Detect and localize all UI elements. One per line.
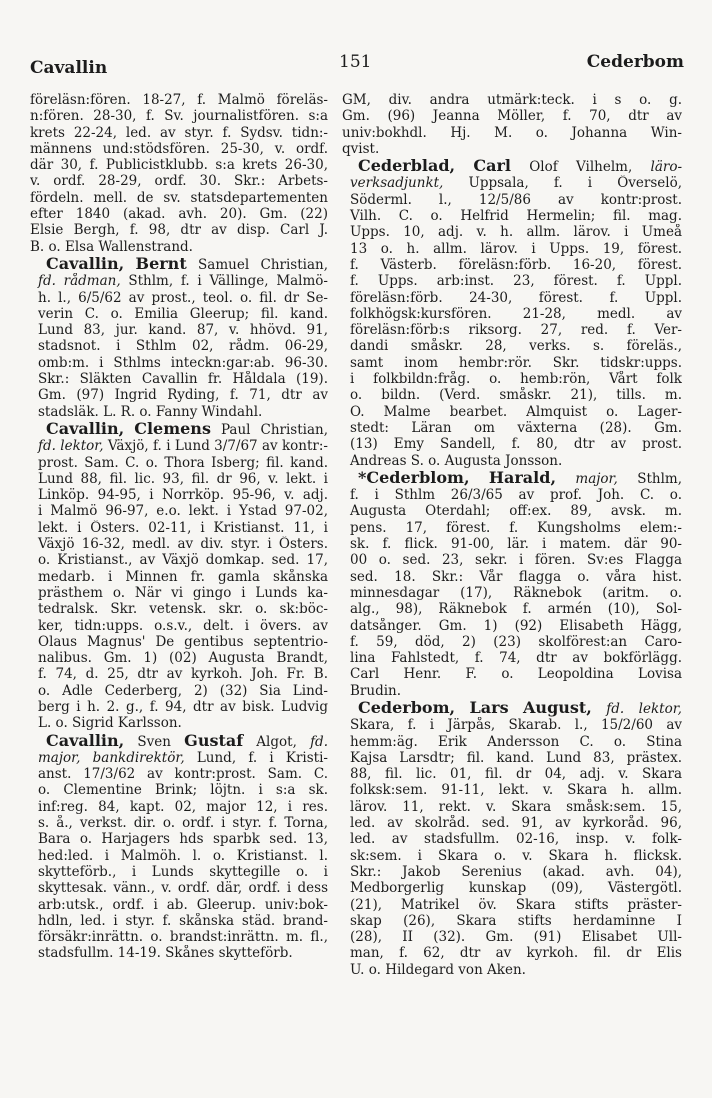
text-line: krets 22-24, led. av styr. f. Sydsv. tidn:-	[30, 124, 328, 141]
text-line: Carl Henr. F. o. Leopoldina Lovisa	[350, 666, 682, 683]
text-line: Skr.: Jakob Serenius (akad. avh. 04),	[350, 863, 682, 880]
entry-cont2	[342, 92, 682, 157]
text-line: prost. Sam. C. o. Thora Isberg; fil. kand.	[38, 454, 328, 471]
text-line: Skara, f. i Järpås, Skarab. l., 15/2/60 av	[350, 717, 682, 734]
text-line: Olaus Magnus' De gentibus septentrio-	[38, 633, 328, 650]
text-line: Cavallin, Sven Gustaf Algot, fd.	[46, 732, 328, 750]
entry-cederblad	[342, 158, 682, 469]
text-line: Lund 88, fil. lic. 93, fil. dr 96, v. lekt. i	[38, 470, 328, 487]
text-line: tedralsk. Skr. vetensk. skr. o. sk:böc-	[38, 601, 328, 618]
text-line: minnesdagar (17), Räknebok (aritm. o.	[350, 584, 682, 601]
text-line: U. o. Hildegard von Aken.	[350, 961, 526, 978]
text-line: i Malmö 96-97, e.o. lekt. i Ystad 97-02,	[38, 503, 328, 520]
text-line: (21), Matrikel öv. Skara stifts präster-	[350, 896, 682, 913]
text-line: (13) Emy Sandell, f. 80, dtr av prost.	[350, 436, 682, 453]
text-line: stadsfullm. 14-19. Skånes skytteförb.	[38, 945, 293, 962]
text-line: föreläsn:förb. 24-30, förest. f. Uppl.	[350, 289, 682, 306]
text-line: samt inom hembr:rör. Skr. tidskr:upps.	[350, 354, 682, 371]
text-line: major, bankdirektör, Lund, f. i Kristi-	[38, 749, 328, 766]
entry-cederbom	[342, 700, 682, 978]
text-line: *Cederblom, Harald, major, Sthlm,	[358, 469, 682, 487]
entry-cederblom	[342, 470, 682, 699]
text-line: lärov. 11, rekt. v. Skara småsk:sem. 15,	[350, 798, 682, 815]
text-line: inf:reg. 84, kapt. 02, major 12, i res.	[38, 798, 328, 815]
text-line: folkhögsk:kursfören. 21-28, medl. av	[350, 305, 682, 322]
running-header	[0, 52, 712, 82]
text-line: Gm. (96) Jeanna Möller, f. 70, dtr av	[342, 108, 682, 125]
text-line: qvist.	[342, 140, 380, 157]
text-line: sk:sem. i Skara o. v. Skara h. flicksk.	[350, 847, 682, 864]
text-line: lekt. i Östers. 02-11, i Kristianst. 11, i	[38, 519, 328, 536]
text-line: o. Kristianst., av Växjö domkap. sed. 17,	[38, 552, 328, 569]
text-line: stadsläk. L. R. o. Fanny Windahl.	[38, 403, 263, 420]
text-line: dandi småskr. 28, verks. s. föreläs.,	[350, 338, 682, 355]
text-line: univ:bokhdl. Hj. M. o. Johanna Win-	[342, 124, 682, 141]
text-line: f. Västerb. föreläsn:förb. 16-20, förest.	[350, 256, 682, 273]
text-line: männens und:stödsfören. 25-30, v. ordf.	[30, 140, 328, 157]
entry-gustaf	[30, 733, 328, 962]
text-line: Gm. (97) Ingrid Ryding, f. 71, dtr av	[38, 387, 328, 404]
text-line: fd. lektor, Växjö, f. i Lund 3/7/67 av kontr:-	[38, 438, 328, 455]
text-line: Upps. 10, adj. v. h. allm. lärov. i Umeå	[350, 224, 682, 241]
text-line: folksk:sem. 91-11, lekt. v. Skara h. allm.	[350, 782, 682, 799]
text-line: föreläsn:fören. 18-27, f. Malmö föreläs-	[30, 92, 328, 108]
entry-clemens	[30, 421, 328, 732]
header-right-word: Cederbom	[586, 52, 684, 72]
text-line: arb:utsk., ordf. i ab. Gleerup. univ:bok-	[38, 896, 328, 913]
text-line: Växjö 16-32, medl. av div. styr. i Östers.	[38, 536, 328, 553]
text-line: Lund 83, jur. kand. 87, v. hhövd. 91,	[38, 322, 328, 339]
header-left-word: Cavallin	[30, 58, 108, 78]
text-line: verin C. o. Emilia Gleerup; fil. kand.	[38, 305, 328, 322]
text-line: omb:m. i Sthlms inteckn:gar:ab. 96-30.	[38, 354, 328, 371]
text-line: Cavallin, Clemens Paul Christian,	[46, 420, 328, 438]
text-line: sk. f. flick. 91-00, lär. i matem. där 90-	[350, 536, 682, 553]
text-line: i folkbildn:fråg. o. hemb:rön, Vårt folk	[350, 371, 682, 388]
text-line: GM, div. andra utmärk:teck. i s o. g.	[342, 92, 682, 108]
text-line: f. 59, död, 2) (23) skolförest:an Caro-	[350, 633, 682, 650]
text-line: led. av stadsfullm. 02-16, insp. v. folk-	[350, 831, 682, 848]
text-line: hed:led. i Malmöh. l. o. Kristianst. l.	[38, 847, 328, 864]
page-number: 151	[339, 52, 372, 72]
text-line: fd. rådman, Sthlm, f. i Vällinge, Malmö-	[38, 273, 328, 290]
text-line: Augusta Oterdahl; off:ex. 89, avsk. m.	[350, 503, 682, 520]
text-line: o. bildn. (Verd. småskr. 21), tills. m.	[350, 387, 682, 404]
text-line: berg i h. 2. g., f. 94, dtr av bisk. Ludvig	[38, 698, 328, 715]
text-line: verksadjunkt, Uppsala, f. i Överselö,	[350, 175, 682, 192]
text-line: alg., 98), Räknebok f. armén (10), Sol-	[350, 601, 682, 618]
text-line: Brudin.	[350, 682, 402, 699]
text-line: pens. 17, förest. f. Kungsholms elem:-	[350, 519, 682, 536]
text-line: O. Malme bearbet. Almquist o. Lager-	[350, 403, 682, 420]
text-line: skyttesak. vänn., v. ordf. där, ordf. i dess	[38, 880, 328, 897]
entry-bernt	[30, 256, 328, 420]
text-line: Skr.: Släkten Cavallin fr. Håldala (19).	[38, 371, 328, 388]
text-line: Cavallin, Bernt Samuel Christian,	[46, 255, 328, 273]
text-line: Andreas S. o. Augusta Jonsson.	[350, 452, 563, 469]
left-column	[30, 92, 328, 963]
text-line: 88, fil. lic. 01, fil. dr 04, adj. v. Skara	[350, 766, 682, 783]
text-line: medarb. i Minnen fr. gamla skånska	[38, 568, 328, 585]
text-line: Cederbom, Lars August, fd. lektor,	[358, 699, 682, 717]
text-line: n:fören. 28-30, f. Sv. journalistfören. s:a	[30, 108, 328, 125]
text-line: ker, tidn:upps. o.s.v., delt. i övers. av	[38, 617, 328, 634]
right-column	[342, 92, 682, 979]
text-line: h. l., 6/5/62 av prost., teol. o. fil. dr Se-	[38, 289, 328, 306]
text-line: datsånger. Gm. 1) (92) Elisabeth Hägg,	[350, 617, 682, 634]
text-line: försäkr:inrättn. o. brandst:inrättn. m. fl.,	[38, 929, 328, 946]
text-line: L. o. Sigrid Karlsson.	[38, 715, 182, 732]
text-line: Linköp. 94-95, i Norrköp. 95-96, v. adj.	[38, 487, 328, 504]
text-line: man, f. 62, dtr av kyrkoh. fil. dr Elis	[350, 945, 682, 962]
text-line: Elsie Bergh, f. 98, dtr av disp. Carl J.	[30, 222, 328, 239]
text-line: hemm:äg. Erik Andersson C. o. Stina	[350, 733, 682, 750]
text-line: hdln, led. i styr. f. skånska städ. brand-	[38, 912, 328, 929]
text-line: Söderml. l., 12/5/86 av kontr:prost.	[350, 191, 682, 208]
text-line: efter 1840 (akad. avh. 20). Gm. (22)	[30, 206, 328, 223]
text-line: led. av skolråd. sed. 91, av kyrkoråd. 96,	[350, 815, 682, 832]
text-line: Cederblad, Carl Olof Vilhelm, läro-	[358, 158, 682, 176]
text-line: där 30, f. Publicistklubb. s:a krets 26-30,	[30, 157, 328, 174]
text-line: 13 o. h. allm. lärov. i Upps. 19, förest.	[350, 240, 682, 257]
text-line: lina Fahlstedt, f. 74, dtr av bokförlägg.	[350, 650, 682, 667]
text-line: skap (26), Skara stifts herdaminne I	[350, 912, 682, 929]
text-line: o. Clementine Brink; löjtn. i s:a sk.	[38, 782, 328, 799]
text-line: Medborgerlig kunskap (09), Västergötl.	[350, 880, 682, 897]
text-line: B. o. Elsa Wallenstrand.	[30, 238, 193, 255]
text-line: f. Upps. arb:inst. 23, förest. f. Uppl.	[350, 273, 682, 290]
text-line: sed. 18. Skr.: Vår flagga o. våra hist.	[350, 568, 682, 585]
text-line: o. Adle Cederberg, 2) (32) Sia Lind-	[38, 682, 328, 699]
text-line: fördeln. mell. de sv. statsdepartementen	[30, 189, 328, 206]
text-line: 00 o. sed. 23, sekr. i fören. Sv:es Flagga	[350, 552, 682, 569]
text-line: stedt: Läran om växterna (28). Gm.	[350, 419, 682, 436]
text-line: s. å., verkst. dir. o. ordf. i styr. f. Torna,	[38, 815, 328, 832]
entry-cont	[30, 92, 328, 255]
text-line: v. ordf. 28-29, ordf. 30. Skr.: Arbets-	[30, 173, 328, 190]
text-line: Kajsa Larsdtr; fil. kand. Lund 83, prästex.	[350, 749, 682, 766]
text-line: stadsnot. i Sthlm 02, rådm. 06-29,	[38, 338, 328, 355]
text-line: anst. 17/3/62 av kontr:prost. Sam. C.	[38, 766, 328, 783]
text-line: Bara o. Harjagers hds sparbk sed. 13,	[38, 831, 328, 848]
text-line: prästhem o. När vi gingo i Lunds ka-	[38, 584, 328, 601]
text-line: f. 74, d. 25, dtr av kyrkoh. Joh. Fr. B.	[38, 666, 328, 683]
text-line: nalibus. Gm. 1) (02) Augusta Brandt,	[38, 650, 328, 667]
text-line: (28), II (32). Gm. (91) Elisabet Ull-	[350, 929, 682, 946]
text-line: föreläsn:förb:s riksorg. 27, red. f. Ver-	[350, 322, 682, 339]
text-line: skytteförb., i Lunds skyttegille o. i	[38, 863, 328, 880]
text-line: Vilh. C. o. Helfrid Hermelin; fil. mag.	[350, 208, 682, 225]
text-line: f. i Sthlm 26/3/65 av prof. Joh. C. o.	[350, 487, 682, 504]
